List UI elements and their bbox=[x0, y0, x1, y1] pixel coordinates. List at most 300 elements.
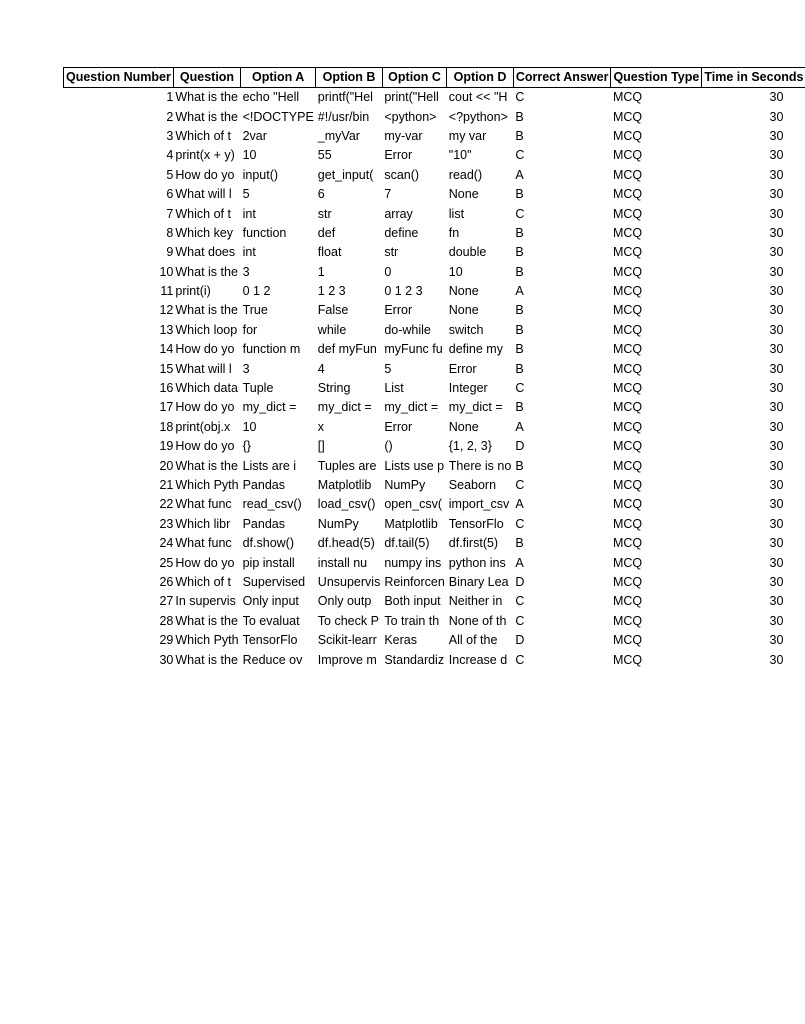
cell-question-type[interactable]: MCQ bbox=[612, 555, 643, 570]
cell-question-type[interactable]: MCQ bbox=[612, 167, 643, 182]
cell-option-b[interactable]: df.head(5) bbox=[317, 536, 375, 551]
cell-question[interactable]: Which data bbox=[175, 381, 238, 396]
cell-option-d[interactable]: {1, 2, 3} bbox=[448, 439, 492, 454]
cell-correct-answer[interactable]: C bbox=[515, 381, 525, 396]
cell-option-d[interactable]: None bbox=[448, 284, 479, 299]
cell-correct-answer[interactable]: B bbox=[515, 361, 524, 376]
cell-question[interactable]: What is the bbox=[175, 264, 238, 279]
table-row bbox=[64, 340, 805, 359]
cell-option-c[interactable]: Both input bbox=[384, 594, 441, 609]
cell-option-a[interactable]: Pandas bbox=[242, 516, 285, 531]
cell-option-b[interactable]: String bbox=[317, 381, 351, 396]
cell-question-type[interactable]: MCQ bbox=[612, 574, 643, 589]
cell-question-number[interactable]: 6 bbox=[166, 187, 174, 202]
cell-question[interactable]: What does bbox=[175, 245, 236, 260]
cell-option-d[interactable]: fn bbox=[448, 225, 460, 240]
cell-option-d[interactable]: cout << "H bbox=[448, 90, 508, 105]
cell-option-c[interactable]: open_csv( bbox=[384, 497, 443, 512]
cell-time-seconds[interactable]: 30 bbox=[769, 439, 784, 454]
cell-option-c[interactable]: do-while bbox=[384, 322, 431, 337]
cell-option-b[interactable]: Only outp bbox=[317, 594, 372, 609]
cell-time-seconds[interactable]: 30 bbox=[769, 478, 784, 492]
cell-option-c[interactable]: print("Hell bbox=[384, 90, 439, 105]
table-row bbox=[64, 495, 805, 514]
cell-question-number[interactable]: 14 bbox=[159, 342, 174, 357]
cell-option-c[interactable]: my_dict = bbox=[384, 400, 439, 415]
cell-question-number[interactable]: 3 bbox=[166, 128, 174, 143]
cell-time-seconds[interactable]: 30 bbox=[769, 90, 784, 105]
cell-option-a[interactable]: True bbox=[242, 303, 268, 318]
cell-question-type[interactable]: MCQ bbox=[612, 303, 643, 318]
cell-question-type[interactable]: MCQ bbox=[612, 652, 643, 667]
cell-option-a[interactable]: input() bbox=[242, 167, 279, 182]
header-option-d[interactable]: Option D bbox=[447, 68, 514, 88]
cell-question[interactable]: How do yo bbox=[175, 439, 235, 454]
cell-time-seconds[interactable]: 30 bbox=[769, 148, 784, 163]
cell-option-c[interactable]: List bbox=[384, 381, 404, 396]
cell-option-d[interactable]: "10" bbox=[448, 148, 472, 163]
cell-question[interactable]: In supervis bbox=[175, 594, 236, 609]
cell-correct-answer[interactable]: B bbox=[515, 303, 524, 318]
cell-question-type[interactable]: MCQ bbox=[612, 128, 643, 143]
cell-option-c[interactable]: df.tail(5) bbox=[384, 536, 430, 551]
cell-option-b[interactable]: 1 bbox=[317, 264, 325, 279]
cell-question[interactable]: What is the bbox=[175, 652, 238, 667]
cell-time-seconds[interactable]: 30 bbox=[769, 128, 784, 143]
cell-option-d[interactable]: There is no bbox=[448, 458, 512, 473]
cell-time-seconds[interactable]: 30 bbox=[769, 303, 784, 318]
cell-option-d[interactable]: my_dict = bbox=[448, 400, 503, 415]
cell-option-a[interactable]: Pandas bbox=[242, 478, 285, 492]
cell-option-a[interactable]: df.show() bbox=[242, 536, 294, 551]
cell-question[interactable]: Which libr bbox=[175, 516, 231, 531]
table-row bbox=[64, 476, 805, 495]
cell-option-c[interactable]: 5 bbox=[384, 361, 392, 376]
cell-option-d[interactable]: define my bbox=[448, 342, 503, 357]
cell-option-c[interactable]: Standardiz bbox=[384, 652, 445, 667]
table-row bbox=[64, 553, 805, 572]
cell-option-a[interactable]: 3 bbox=[242, 361, 250, 376]
cell-option-a[interactable]: To evaluat bbox=[242, 613, 300, 628]
table-row bbox=[64, 437, 805, 456]
cell-question[interactable]: What will l bbox=[175, 361, 232, 376]
cell-option-a[interactable]: int bbox=[242, 206, 256, 221]
cell-question[interactable]: print(i) bbox=[175, 284, 211, 299]
table-row bbox=[64, 515, 805, 534]
cell-correct-answer[interactable]: C bbox=[515, 594, 525, 609]
cell-question[interactable]: What func bbox=[175, 536, 232, 551]
cell-question-number[interactable]: 23 bbox=[159, 516, 174, 531]
cell-option-d[interactable]: Integer bbox=[448, 381, 488, 396]
cell-time-seconds[interactable]: 30 bbox=[769, 322, 784, 337]
cell-option-c[interactable]: <python> bbox=[384, 109, 437, 124]
cell-option-c[interactable]: Reinforcen bbox=[384, 574, 445, 589]
cell-option-b[interactable]: while bbox=[317, 322, 347, 337]
cell-time-seconds[interactable]: 30 bbox=[769, 381, 784, 396]
cell-question-number[interactable]: 1 bbox=[166, 90, 174, 105]
cell-option-c[interactable]: () bbox=[384, 439, 393, 454]
cell-question-number[interactable]: 16 bbox=[159, 381, 174, 396]
cell-question-type[interactable]: MCQ bbox=[612, 225, 643, 240]
cell-correct-answer[interactable]: C bbox=[515, 652, 525, 667]
cell-option-b[interactable]: 6 bbox=[317, 187, 325, 202]
cell-question-type[interactable]: MCQ bbox=[612, 264, 643, 279]
cell-option-b[interactable]: x bbox=[317, 419, 325, 434]
cell-option-a[interactable]: 3 bbox=[242, 264, 250, 279]
cell-correct-answer[interactable]: A bbox=[515, 419, 524, 434]
cell-correct-answer[interactable]: B bbox=[515, 536, 524, 551]
table-row bbox=[64, 398, 805, 417]
cell-question-type[interactable]: MCQ bbox=[612, 419, 643, 434]
cell-option-a[interactable]: <!DOCTYPE bbox=[242, 109, 314, 124]
cell-option-d[interactable]: All of the bbox=[448, 633, 498, 648]
cell-option-a[interactable]: echo "Hell bbox=[242, 90, 300, 105]
cell-correct-answer[interactable]: B bbox=[515, 225, 524, 240]
cell-correct-answer[interactable]: D bbox=[515, 439, 525, 454]
cell-question[interactable]: How do yo bbox=[175, 400, 235, 415]
cell-option-d[interactable]: Error bbox=[448, 361, 477, 376]
cell-correct-answer[interactable]: C bbox=[515, 206, 525, 221]
cell-question-type[interactable]: MCQ bbox=[612, 536, 643, 551]
cell-time-seconds[interactable]: 30 bbox=[769, 574, 784, 589]
header-time-in-seconds[interactable]: Time in Seconds bbox=[702, 68, 805, 88]
cell-time-seconds[interactable]: 30 bbox=[769, 400, 784, 415]
cell-option-a[interactable]: 0 1 2 bbox=[242, 284, 271, 299]
cell-option-d[interactable]: None of th bbox=[448, 613, 507, 628]
table-row bbox=[64, 146, 805, 165]
cell-time-seconds[interactable]: 30 bbox=[769, 516, 784, 531]
cell-time-seconds[interactable]: 30 bbox=[769, 361, 784, 376]
cell-question-number[interactable]: 15 bbox=[159, 361, 174, 376]
cell-question-number[interactable]: 20 bbox=[159, 458, 174, 473]
cell-option-b[interactable]: [] bbox=[317, 439, 325, 454]
cell-question-number[interactable]: 17 bbox=[159, 400, 174, 415]
cell-question-type[interactable]: MCQ bbox=[612, 497, 643, 512]
cell-option-a[interactable]: TensorFlo bbox=[242, 633, 298, 648]
header-question-number[interactable]: Question Number bbox=[64, 68, 174, 88]
cell-correct-answer[interactable]: B bbox=[515, 264, 524, 279]
cell-question-number[interactable]: 2 bbox=[166, 109, 174, 124]
cell-correct-answer[interactable]: D bbox=[515, 633, 525, 648]
table-row bbox=[64, 185, 805, 204]
cell-question-type[interactable]: MCQ bbox=[612, 322, 643, 337]
cell-question-type[interactable]: MCQ bbox=[612, 187, 643, 202]
cell-option-c[interactable]: my-var bbox=[384, 128, 423, 143]
cell-option-b[interactable]: 4 bbox=[317, 361, 325, 376]
cell-question[interactable]: Which Pyth bbox=[175, 478, 239, 492]
cell-correct-answer[interactable]: C bbox=[515, 90, 525, 105]
cell-option-b[interactable]: NumPy bbox=[317, 516, 359, 531]
cell-option-d[interactable]: python ins bbox=[448, 555, 506, 570]
cell-option-b[interactable]: load_csv() bbox=[317, 497, 376, 512]
table-row bbox=[64, 204, 805, 223]
cell-question-type[interactable]: MCQ bbox=[612, 613, 643, 628]
cell-option-b[interactable]: 55 bbox=[317, 148, 332, 163]
cell-option-c[interactable]: To train th bbox=[384, 613, 440, 628]
cell-correct-answer[interactable]: B bbox=[515, 187, 524, 202]
cell-option-d[interactable]: <?python> bbox=[448, 109, 508, 124]
cell-option-b[interactable]: Matplotlib bbox=[317, 478, 372, 492]
cell-question-number[interactable]: 12 bbox=[159, 303, 174, 318]
table-row bbox=[64, 263, 805, 282]
table-row bbox=[64, 650, 805, 669]
cell-option-d[interactable]: None bbox=[448, 419, 479, 434]
cell-question-type[interactable]: MCQ bbox=[612, 439, 643, 454]
cell-question[interactable]: Which loop bbox=[175, 322, 238, 337]
cell-correct-answer[interactable]: B bbox=[515, 322, 524, 337]
cell-option-d[interactable]: TensorFlo bbox=[448, 516, 504, 531]
cell-question[interactable]: How do yo bbox=[175, 555, 235, 570]
cell-question[interactable]: What is the bbox=[175, 458, 238, 473]
table-row bbox=[64, 224, 805, 243]
cell-option-c[interactable]: Matplotlib bbox=[384, 516, 438, 531]
cell-question-type[interactable]: MCQ bbox=[612, 594, 643, 609]
cell-option-b[interactable]: 1 2 3 bbox=[317, 284, 346, 299]
cell-option-a[interactable]: Supervised bbox=[242, 574, 306, 589]
cell-option-c[interactable]: numpy ins bbox=[384, 555, 442, 570]
cell-question-number[interactable]: 26 bbox=[159, 574, 174, 589]
cell-option-c[interactable]: 0 bbox=[384, 264, 392, 279]
cell-option-c[interactable]: str bbox=[384, 245, 399, 260]
cell-question-type[interactable]: MCQ bbox=[612, 109, 643, 124]
cell-option-c[interactable]: NumPy bbox=[384, 478, 426, 492]
cell-option-a[interactable]: read_csv() bbox=[242, 497, 302, 512]
cell-option-c[interactable]: Error bbox=[384, 303, 413, 318]
cell-time-seconds[interactable]: 30 bbox=[769, 594, 784, 609]
cell-question-number[interactable]: 24 bbox=[159, 536, 174, 551]
cell-option-b[interactable]: #!/usr/bin bbox=[317, 109, 370, 124]
cell-option-a[interactable]: Lists are i bbox=[242, 458, 297, 473]
cell-question[interactable]: How do yo bbox=[175, 167, 235, 182]
cell-option-d[interactable]: Binary Lea bbox=[448, 574, 509, 589]
cell-question[interactable]: Which of t bbox=[175, 128, 231, 143]
header-option-b[interactable]: Option B bbox=[316, 68, 383, 88]
cell-question-number[interactable]: 30 bbox=[159, 652, 174, 667]
cell-question-type[interactable]: MCQ bbox=[612, 245, 643, 260]
cell-time-seconds[interactable]: 30 bbox=[769, 419, 784, 434]
table-row bbox=[64, 573, 805, 592]
cell-question[interactable]: Which of t bbox=[175, 574, 231, 589]
cell-question-number[interactable]: 11 bbox=[160, 284, 174, 299]
header-option-a[interactable]: Option A bbox=[241, 68, 316, 88]
cell-correct-answer[interactable]: B bbox=[515, 342, 524, 357]
cell-option-a[interactable]: Only input bbox=[242, 594, 299, 609]
cell-question[interactable]: Which of t bbox=[175, 206, 231, 221]
cell-correct-answer[interactable]: C bbox=[515, 613, 525, 628]
cell-option-b[interactable]: install nu bbox=[317, 555, 368, 570]
cell-question-number[interactable]: 8 bbox=[166, 225, 174, 240]
table-row bbox=[64, 418, 805, 437]
cell-option-a[interactable]: 10 bbox=[242, 148, 257, 163]
cell-time-seconds[interactable]: 30 bbox=[769, 555, 784, 570]
cell-question-type[interactable]: MCQ bbox=[612, 458, 643, 473]
cell-correct-answer[interactable]: B bbox=[515, 128, 524, 143]
cell-option-d[interactable]: list bbox=[448, 206, 465, 221]
cell-question-type[interactable]: MCQ bbox=[612, 361, 643, 376]
header-row bbox=[64, 68, 805, 88]
cell-option-b[interactable]: def myFun bbox=[317, 342, 377, 357]
cell-option-d[interactable]: None bbox=[448, 303, 479, 318]
cell-option-d[interactable]: Increase d bbox=[448, 652, 508, 667]
cell-option-c[interactable]: myFunc fu bbox=[384, 342, 443, 357]
cell-option-b[interactable]: printf("Hel bbox=[317, 90, 373, 105]
cell-option-a[interactable]: Tuple bbox=[242, 381, 274, 396]
cell-option-c[interactable]: scan() bbox=[384, 167, 420, 182]
cell-question-type[interactable]: MCQ bbox=[612, 400, 643, 415]
cell-option-c[interactable]: Error bbox=[384, 148, 413, 163]
cell-question-number[interactable]: 13 bbox=[159, 322, 174, 337]
cell-option-a[interactable]: int bbox=[242, 245, 256, 260]
cell-question-number[interactable]: 27 bbox=[159, 594, 174, 609]
cell-option-b[interactable]: Scikit-learr bbox=[317, 633, 377, 648]
cell-option-c[interactable]: Lists use p bbox=[384, 458, 445, 473]
cell-question-number[interactable]: 5 bbox=[166, 167, 174, 182]
cell-question-number[interactable]: 29 bbox=[159, 633, 174, 648]
cell-question-number[interactable]: 10 bbox=[159, 264, 174, 279]
cell-question[interactable]: Which key bbox=[175, 225, 234, 240]
cell-question-number[interactable]: 22 bbox=[159, 497, 174, 512]
cell-time-seconds[interactable]: 30 bbox=[769, 633, 784, 648]
cell-option-a[interactable]: {} bbox=[242, 439, 251, 454]
cell-time-seconds[interactable]: 30 bbox=[769, 264, 784, 279]
cell-option-a[interactable]: function bbox=[242, 225, 287, 240]
cell-question[interactable]: What is the bbox=[175, 303, 238, 318]
cell-question-number[interactable]: 28 bbox=[159, 613, 174, 628]
cell-time-seconds[interactable]: 30 bbox=[769, 245, 784, 260]
cell-option-d[interactable]: switch bbox=[448, 322, 484, 337]
cell-question-type[interactable]: MCQ bbox=[612, 206, 643, 221]
cell-option-b[interactable]: Unsupervis bbox=[317, 574, 381, 589]
cell-question[interactable]: What is the bbox=[175, 90, 238, 105]
cell-option-a[interactable]: 10 bbox=[242, 419, 257, 434]
cell-option-b[interactable]: float bbox=[317, 245, 342, 260]
table-row bbox=[64, 534, 805, 553]
cell-correct-answer[interactable]: B bbox=[515, 458, 524, 473]
table-row bbox=[64, 631, 805, 650]
table-row bbox=[64, 359, 805, 378]
cell-time-seconds[interactable]: 30 bbox=[769, 536, 784, 551]
cell-option-b[interactable]: _myVar bbox=[317, 128, 360, 143]
cell-option-d[interactable]: df.first(5) bbox=[448, 536, 499, 551]
cell-option-d[interactable]: Neither in bbox=[448, 594, 503, 609]
cell-question-type[interactable]: MCQ bbox=[612, 516, 643, 531]
table-row bbox=[64, 282, 805, 301]
cell-correct-answer[interactable]: D bbox=[515, 574, 525, 589]
cell-option-c[interactable]: Keras bbox=[384, 633, 417, 648]
cell-question-number[interactable]: 18 bbox=[159, 419, 174, 434]
cell-option-c[interactable]: Error bbox=[384, 419, 413, 434]
cell-option-b[interactable]: str bbox=[317, 206, 332, 221]
header-question[interactable]: Question bbox=[173, 68, 240, 88]
header-correct-answer[interactable]: Correct Answer bbox=[513, 68, 611, 88]
table-row bbox=[64, 166, 805, 185]
cell-correct-answer[interactable]: A bbox=[515, 284, 524, 299]
cell-option-a[interactable]: function m bbox=[242, 342, 301, 357]
cell-question-type[interactable]: MCQ bbox=[612, 148, 643, 163]
header-option-c[interactable]: Option C bbox=[382, 68, 446, 88]
cell-correct-answer[interactable]: A bbox=[515, 555, 524, 570]
cell-question[interactable]: print(obj.x bbox=[175, 419, 231, 434]
cell-time-seconds[interactable]: 30 bbox=[769, 167, 784, 182]
cell-time-seconds[interactable]: 30 bbox=[769, 109, 784, 124]
cell-time-seconds[interactable]: 30 bbox=[769, 497, 784, 512]
cell-correct-answer[interactable]: C bbox=[515, 478, 525, 492]
cell-option-c[interactable]: array bbox=[384, 206, 413, 221]
cell-correct-answer[interactable]: C bbox=[515, 148, 525, 163]
cell-option-b[interactable]: False bbox=[317, 303, 349, 318]
cell-option-a[interactable]: 2var bbox=[242, 128, 267, 143]
cell-question-type[interactable]: MCQ bbox=[612, 90, 643, 105]
cell-correct-answer[interactable]: A bbox=[515, 497, 524, 512]
cell-option-b[interactable]: To check P bbox=[317, 613, 379, 628]
cell-option-d[interactable]: my var bbox=[448, 128, 487, 143]
cell-time-seconds[interactable]: 30 bbox=[769, 225, 784, 240]
cell-option-a[interactable]: 5 bbox=[242, 187, 250, 202]
cell-time-seconds[interactable]: 30 bbox=[769, 458, 784, 473]
cell-option-b[interactable]: get_input( bbox=[317, 167, 374, 182]
cell-question-number[interactable]: 19 bbox=[159, 439, 174, 454]
cell-correct-answer[interactable]: B bbox=[515, 109, 524, 124]
cell-question-type[interactable]: MCQ bbox=[612, 342, 643, 357]
cell-option-c[interactable]: define bbox=[384, 225, 419, 240]
cell-option-a[interactable]: my_dict = bbox=[242, 400, 297, 415]
cell-option-c[interactable]: 0 1 2 3 bbox=[384, 284, 423, 299]
cell-option-b[interactable]: Tuples are bbox=[317, 458, 377, 473]
cell-question-type[interactable]: MCQ bbox=[612, 633, 643, 648]
cell-question[interactable]: Which Pyth bbox=[175, 633, 239, 648]
cell-question-type[interactable]: MCQ bbox=[612, 284, 643, 299]
cell-correct-answer[interactable]: B bbox=[515, 245, 524, 260]
cell-time-seconds[interactable]: 30 bbox=[769, 187, 784, 202]
cell-question-number[interactable]: 21 bbox=[159, 478, 174, 492]
cell-question[interactable]: How do yo bbox=[175, 342, 235, 357]
cell-time-seconds[interactable]: 30 bbox=[769, 613, 784, 628]
cell-question[interactable]: print(x + y) bbox=[175, 148, 235, 163]
cell-question-type[interactable]: MCQ bbox=[612, 478, 643, 492]
cell-option-d[interactable]: None bbox=[448, 187, 479, 202]
cell-question-type[interactable]: MCQ bbox=[612, 381, 643, 396]
cell-question-number[interactable]: 4 bbox=[166, 148, 174, 163]
cell-correct-answer[interactable]: A bbox=[515, 167, 524, 182]
cell-option-a[interactable]: Reduce ov bbox=[242, 652, 303, 667]
cell-question-number[interactable]: 25 bbox=[159, 555, 174, 570]
cell-option-b[interactable]: def bbox=[317, 225, 336, 240]
header-question-type[interactable]: Question Type bbox=[611, 68, 702, 88]
cell-option-d[interactable]: Seaborn bbox=[448, 478, 497, 492]
cell-option-d[interactable]: 10 bbox=[448, 264, 463, 279]
cell-option-b[interactable]: Improve m bbox=[317, 652, 377, 667]
cell-question-number[interactable]: 9 bbox=[166, 245, 174, 260]
cell-option-d[interactable]: double bbox=[448, 245, 487, 260]
cell-correct-answer[interactable]: C bbox=[515, 516, 525, 531]
cell-correct-answer[interactable]: B bbox=[515, 400, 524, 415]
cell-question[interactable]: What func bbox=[175, 497, 232, 512]
cell-option-c[interactable]: 7 bbox=[384, 187, 392, 202]
cell-question-number[interactable]: 7 bbox=[166, 206, 174, 221]
cell-option-a[interactable]: pip install bbox=[242, 555, 295, 570]
cell-question[interactable]: What will l bbox=[175, 187, 232, 202]
cell-question[interactable]: What is the bbox=[175, 613, 238, 628]
cell-option-d[interactable]: import_csv bbox=[448, 497, 510, 512]
cell-time-seconds[interactable]: 30 bbox=[769, 206, 784, 221]
cell-time-seconds[interactable]: 30 bbox=[769, 342, 784, 357]
cell-option-a[interactable]: for bbox=[242, 322, 258, 337]
cell-time-seconds[interactable]: 30 bbox=[769, 284, 784, 299]
cell-option-d[interactable]: read() bbox=[448, 167, 483, 182]
cell-time-seconds[interactable]: 30 bbox=[769, 652, 784, 667]
cell-question[interactable]: What is the bbox=[175, 109, 238, 124]
cell-option-b[interactable]: my_dict = bbox=[317, 400, 372, 415]
